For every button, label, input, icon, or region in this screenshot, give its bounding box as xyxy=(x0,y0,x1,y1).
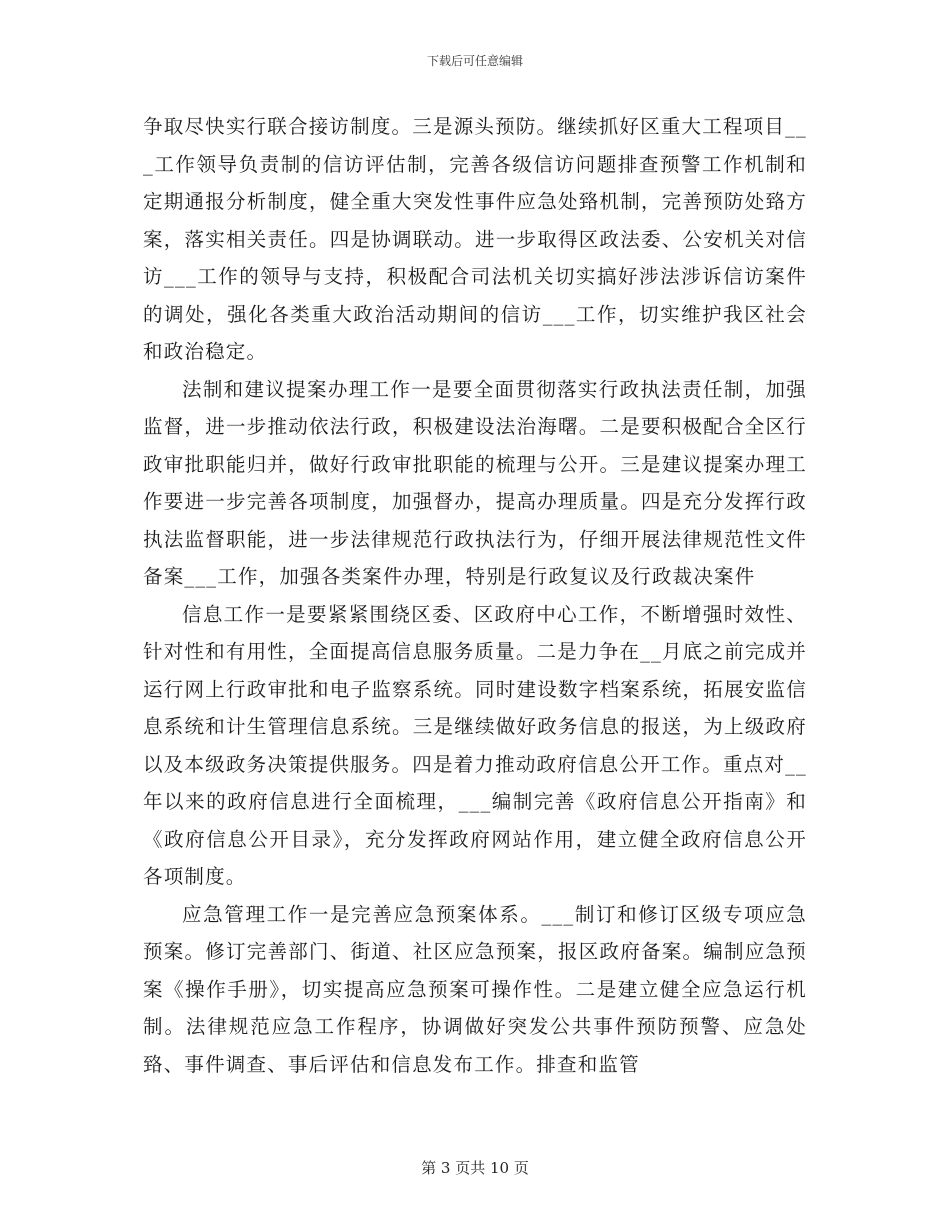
paragraph-information-work: 信息工作一是要紧紧围绕区委、区政府中心工作，不断增强时效性、针对性和有用性，全面提高信息服务质量。二是力争在__月底之前完成并运行网上行政审批和电子监察系统。同时建设数字档案系统，拓展安监信息系统和计生管理信息系统。三是继续做好政务信息的报送，为上级政府以及本级政务决策提供服务。四是着力推动政府信息公开工作。重点对__年以来的政府信息进行全面梳理，___编制完善《政府信息公开指南》和《政府信息公开目录》，充分发挥政府网站作用，建立健全政府信息公开各项制度。 xyxy=(143,602,807,888)
page-number-footer: 第 3 页共 10 页 xyxy=(421,1159,529,1177)
paragraph-petition-work: 争取尽快实行联合接访制度。三是源头预防。继续抓好区重大工程项目___工作领导负责制的信访评估制，完善各级信访问题排查预警工作机制和定期通报分析制度，健全重大突发性事件应急处臵机制，完善预防处臵方案，落实相关责任。四是协调联动。进一步取得区政法委、公安机关对信访___工作的领导与支持，积极配合司法机关切实搞好涉法涉诉信访案件的调处，强化各类重大政治活动期间的信访___工作，切实维护我区社会和政治稳定。 xyxy=(143,115,807,363)
paragraph-emergency-management: 应急管理工作一是完善应急预案体系。___制订和修订区级专项应急预案。修订完善部门、街道、社区应急预案，报区政府备案。编制应急预案《操作手册》，切实提高应急预案可操作性。二是建立健全应急运行机制。法律规范应急工作程序，协调做好突发公共事件预防预警、应急处臵、事件调查、事后评估和信息发布工作。排查和监管 xyxy=(143,902,807,1076)
document-body xyxy=(143,108,807,1083)
paragraph-legal-proposals: 法制和建议提案办理工作一是要全面贯彻落实行政执法责任制，加强监督，进一步推动依法行政，积极建设法治海曙。二是要积极配合全区行政审批职能归并，做好行政审批职能的梳理与公开。三是建议提案办理工作要进一步完善各项制度，加强督办，提高办理质量。四是充分发挥行政执法监督职能，进一步法律规范行政执法行为，仔细开展法律规范性文件备案___工作，加强各类案件办理，特别是行政复议及行政裁决案件 xyxy=(143,377,807,588)
page-header-note: 下载后可任意编辑 xyxy=(426,54,523,68)
